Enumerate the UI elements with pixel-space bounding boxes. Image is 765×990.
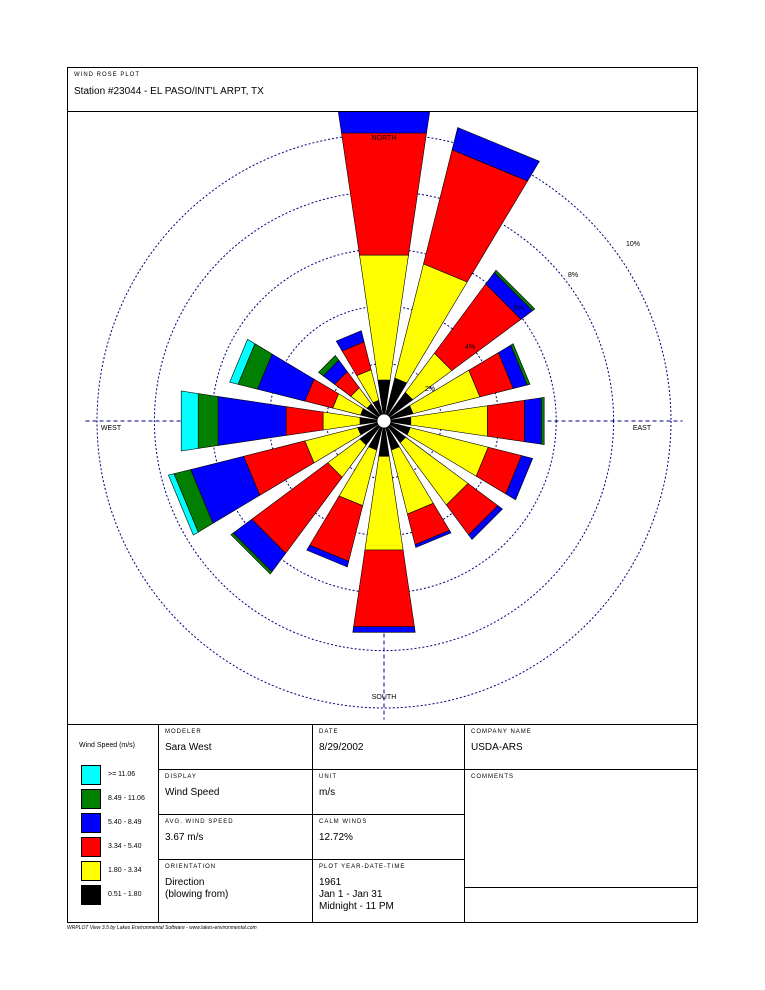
petal-s-class-4 bbox=[353, 627, 415, 633]
orientation-cell bbox=[159, 860, 313, 922]
legend-swatch-6 bbox=[81, 765, 101, 785]
company-cell bbox=[465, 725, 697, 770]
legend-swatch-1 bbox=[81, 885, 101, 905]
compass-west-label: WEST bbox=[100, 425, 122, 432]
avg-speed-caption: AVG. WIND SPEED bbox=[165, 819, 234, 825]
avg-speed-cell bbox=[159, 815, 313, 860]
petal-w-class-3 bbox=[286, 407, 323, 436]
petal-e-class-5 bbox=[541, 397, 544, 444]
ring-label-2: 2% bbox=[425, 386, 436, 393]
unit-value: m/s bbox=[319, 787, 336, 798]
comments-caption: COMMENTS bbox=[471, 774, 514, 780]
ring-label-6: 6% bbox=[514, 305, 525, 312]
legend-label-1: 0.51 - 1.80 bbox=[108, 891, 142, 898]
calm-circle bbox=[377, 414, 391, 428]
unit-cell bbox=[313, 770, 465, 815]
calm-caption: CALM WINDS bbox=[319, 819, 368, 825]
footer-credit: WRPLOT View 3.5 by Lakes Environmental Software - www.lakes-environmental.com bbox=[67, 925, 257, 931]
header-panel bbox=[67, 67, 698, 112]
calm-cell bbox=[313, 815, 465, 860]
unit-caption: UNIT bbox=[319, 774, 337, 780]
legend-label-6: >= 11.06 bbox=[108, 771, 136, 778]
comments-cell bbox=[465, 770, 697, 888]
chart-panel bbox=[67, 111, 698, 725]
petal-w-class-2 bbox=[323, 412, 360, 430]
display-caption: DISPLAY bbox=[165, 774, 197, 780]
period-value: 1961 Jan 1 - Jan 31 Midnight - 11 PM bbox=[319, 877, 394, 912]
period-caption: PLOT YEAR-DATE-TIME bbox=[319, 864, 406, 870]
wind-rose-chart bbox=[68, 112, 697, 724]
petal-e-class-4 bbox=[524, 398, 541, 444]
legend-swatch-5 bbox=[81, 789, 101, 809]
modeler-caption: MODELER bbox=[165, 729, 202, 735]
legend-label-3: 3.34 - 5.40 bbox=[108, 843, 142, 850]
calm-value: 12.72% bbox=[319, 832, 353, 843]
legend-swatch-3 bbox=[81, 837, 101, 857]
petal-w-class-6 bbox=[181, 391, 198, 451]
date-cell bbox=[313, 725, 465, 770]
ring-label-4: 4% bbox=[465, 344, 476, 351]
legend-swatch-4 bbox=[81, 813, 101, 833]
wind-petals bbox=[168, 112, 544, 632]
petal-e-class-3 bbox=[488, 400, 525, 441]
petal-w-class-5 bbox=[198, 394, 218, 449]
petal-n-class-3 bbox=[342, 133, 427, 255]
petal-s-class-3 bbox=[354, 550, 415, 627]
plot-caption: WIND ROSE PLOT bbox=[74, 72, 141, 78]
company-value: USDA-ARS bbox=[471, 742, 523, 753]
compass-north-label: NORTH bbox=[371, 135, 397, 142]
legend-title: Wind Speed (m/s) bbox=[79, 742, 136, 749]
ring-label-10: 10% bbox=[626, 241, 641, 248]
date-value: 8/29/2002 bbox=[319, 742, 364, 753]
info-table bbox=[67, 724, 698, 923]
ring-label-8: 8% bbox=[568, 272, 579, 279]
legend-label-4: 5.40 - 8.49 bbox=[108, 819, 142, 826]
compass-east-label: EAST bbox=[632, 425, 652, 432]
company-caption: COMPANY NAME bbox=[471, 729, 532, 735]
legend-label-5: 8.49 - 11.06 bbox=[108, 795, 145, 802]
compass-south-label: SOUTH bbox=[371, 694, 397, 701]
date-caption: DATE bbox=[319, 729, 339, 735]
orientation-value: Direction (blowing from) bbox=[165, 877, 229, 900]
modeler-value: Sara West bbox=[165, 742, 212, 753]
avg-speed-value: 3.67 m/s bbox=[165, 832, 204, 843]
legend-panel bbox=[68, 725, 159, 922]
display-cell bbox=[159, 770, 313, 815]
orientation-caption: ORIENTATION bbox=[165, 864, 217, 870]
station-title: Station #23044 - EL PASO/INT'L ARPT, TX bbox=[74, 86, 264, 97]
legend-swatch-2 bbox=[81, 861, 101, 881]
period-cell bbox=[313, 860, 465, 922]
petal-n-class-4 bbox=[338, 112, 430, 133]
modeler-cell bbox=[159, 725, 313, 770]
display-value: Wind Speed bbox=[165, 787, 220, 798]
legend-label-2: 1.80 - 3.34 bbox=[108, 867, 142, 874]
petal-w-class-4 bbox=[218, 397, 286, 446]
